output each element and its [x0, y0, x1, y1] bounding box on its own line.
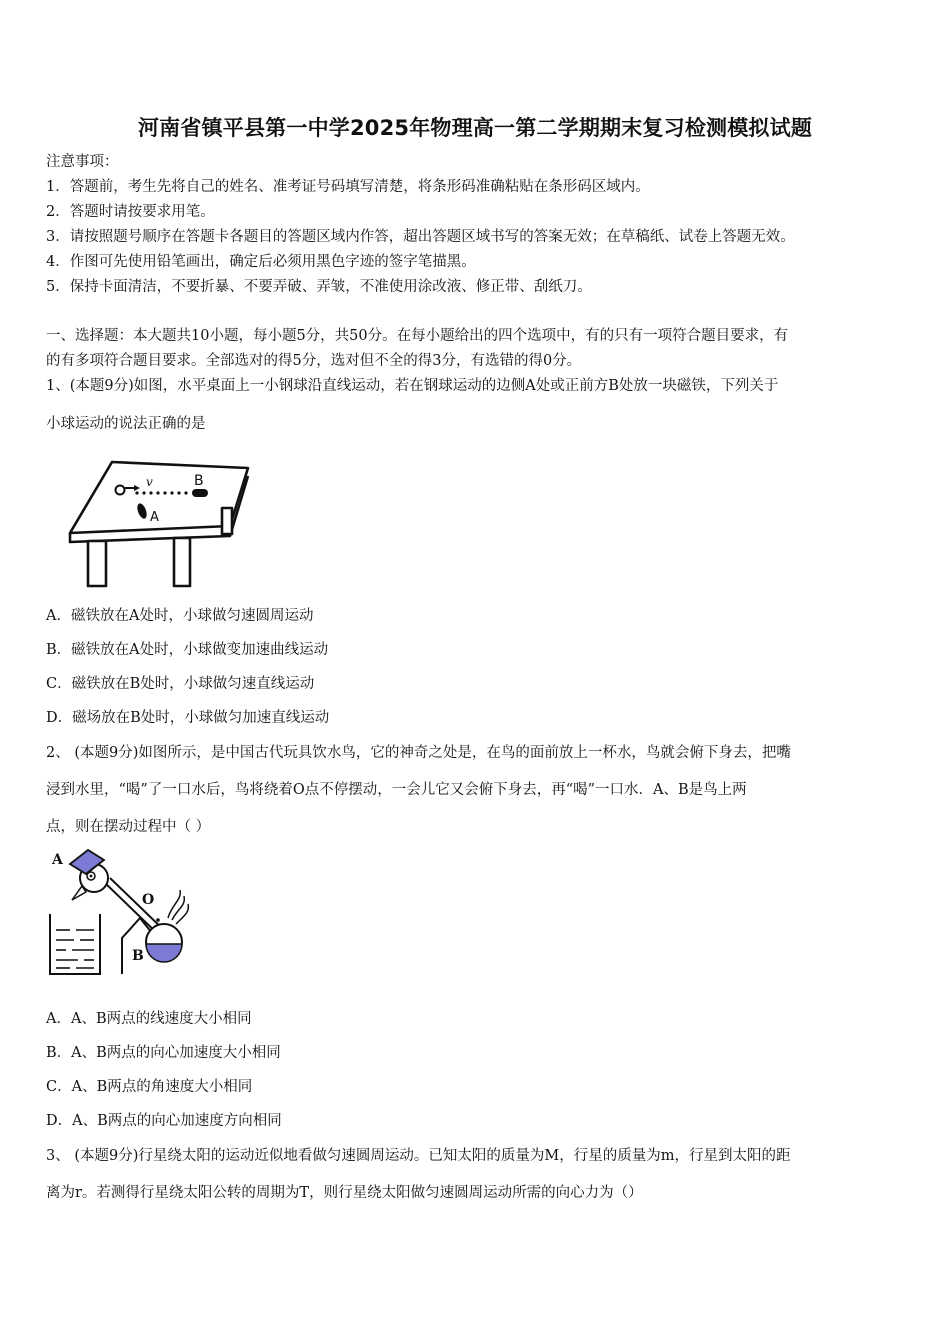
section-instructions: 的有多项符合题目要求。全部选对的得5分，选对但不全的得3分，有选错的得0分。	[46, 353, 582, 369]
notice-item: 2．答题时请按要求用笔。	[46, 204, 215, 220]
figure-label-a: A	[150, 510, 159, 525]
notice-item: 1．答题前，考生先将自己的姓名、准考证号码填写清楚，将条形码准确粘贴在条形码区域内。	[46, 179, 650, 195]
option-item: D．A、B两点的向心加速度方向相同	[46, 1113, 282, 1129]
option-item: C．A、B两点的角速度大小相同	[46, 1079, 253, 1095]
notice-item: 3．请按照题号顺序在答题卡各题目的答题区域内作答，超出答题区域书写的答案无效；在草稿纸、试卷上答题无效。	[46, 229, 795, 245]
question-3-stem: 3、 (本题9分)行星绕太阳的运动近似地看做匀速圆周运动。已知太阳的质量为M，行星的质量为m，行星到太阳的距	[46, 1148, 791, 1164]
question-2-stem: 点，则在摆动过程中（ ）	[46, 819, 211, 835]
question-2-stem: 浸到水里，“喝”了一口水后，鸟将绕着O点不停摆动，一会儿它又会俯下身去，再“喝”一口水．A、B是鸟上两	[46, 782, 747, 798]
question-2-stem: 2、 (本题9分)如图所示，是中国古代玩具饮水鸟，它的神奇之处是，在鸟的面前放上一杯水，鸟就会俯下身去，把嘴	[46, 745, 791, 761]
option-item: C．磁铁放在B处时，小球做匀速直线运动	[46, 676, 315, 692]
figure-label-b: B	[132, 948, 144, 964]
drinking-bird-figure	[44, 846, 194, 978]
question-1-stem: 小球运动的说法正确的是	[46, 416, 206, 432]
option-item: B．磁铁放在A处时，小球做变加速曲线运动	[46, 642, 329, 658]
page-title: 河南省镇平县第一中学2025年物理高一第二学期期末复习检测模拟试题	[137, 116, 813, 140]
table-figure	[62, 458, 257, 590]
option-item: A．磁铁放在A处时，小球做匀速圆周运动	[46, 608, 314, 624]
section-instructions: 一、选择题：本大题共10小题，每小题5分，共50分。在每小题给出的四个选项中，有的只有一项符合题目要求，有	[46, 328, 789, 344]
question-3-stem: 离为r。若测得行星绕太阳公转的周期为T，则行星绕太阳做匀速圆周运动所需的向心力为（）	[46, 1185, 643, 1201]
notice-heading: 注意事项：	[46, 154, 119, 170]
question-1-stem: 1、(本题9分)如图，水平桌面上一小钢球沿直线运动，若在钢球运动的边侧A处或正前方B处放一块磁铁，下列关于	[46, 378, 779, 394]
figure-label-a: A	[52, 852, 63, 868]
option-item: D．磁场放在B处时，小球做匀加速直线运动	[46, 710, 330, 726]
notice-item: 5．保持卡面清洁，不要折暴、不要弄破、弄皱，不准使用涂改液、修正带、刮纸刀。	[46, 279, 592, 295]
figure-label-v: v	[146, 475, 153, 489]
option-item: A．A、B两点的线速度大小相同	[46, 1011, 252, 1027]
figure-label-o: O	[142, 892, 155, 908]
figure-label-b: B	[194, 473, 204, 489]
notice-item: 4．作图可先使用铅笔画出，确定后必须用黑色字迹的签字笔描黑。	[46, 254, 476, 270]
option-item: B．A、B两点的向心加速度大小相同	[46, 1045, 281, 1061]
